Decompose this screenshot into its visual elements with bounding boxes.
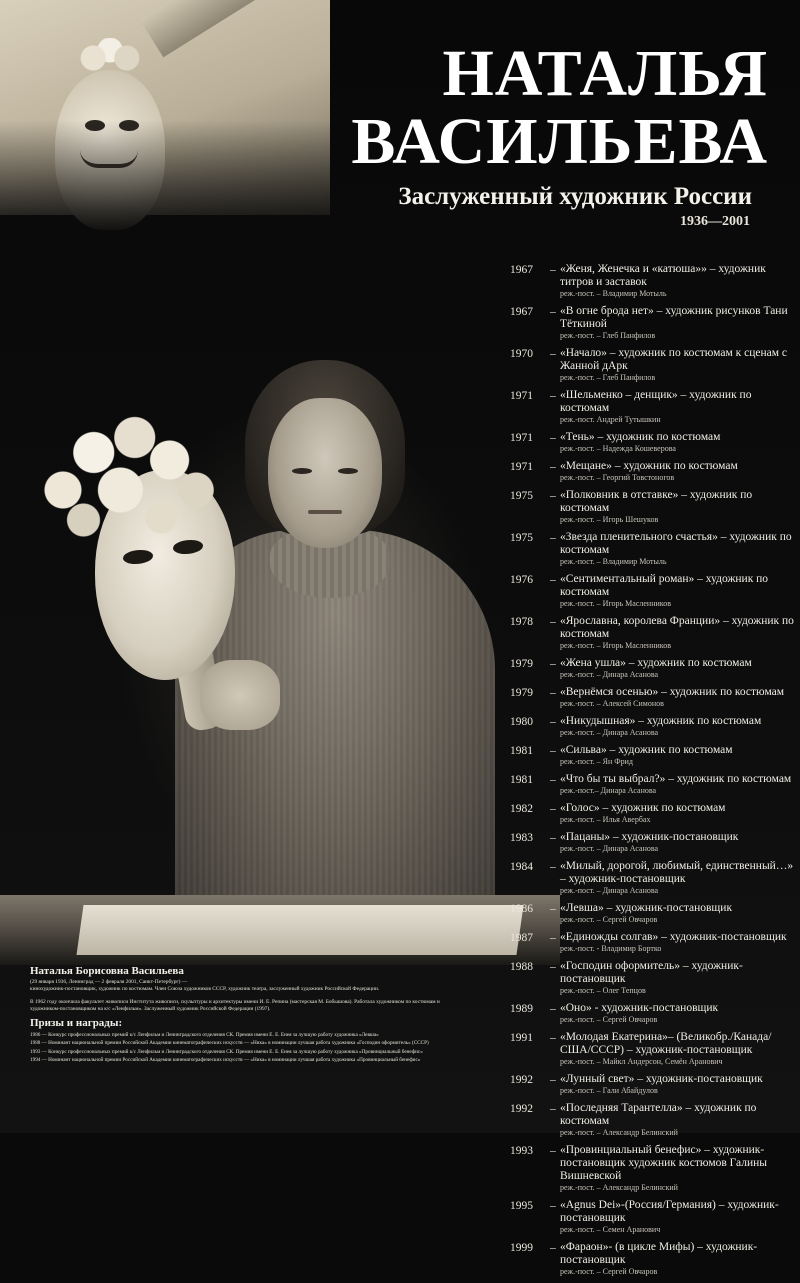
film-credit: реж.-пост. – Алексей Симонов <box>560 699 664 708</box>
film-entry <box>510 831 795 854</box>
film-dash: – <box>550 1200 556 1212</box>
film-dash: – <box>550 264 556 276</box>
film-entry <box>510 431 795 454</box>
film-year: 1981 <box>510 774 533 786</box>
film-description: «Никудышная» – художник по костюмам <box>560 715 762 727</box>
film-dash: – <box>550 903 556 915</box>
award-item: 1993 — Конкурс профессиональных премий к/с Ленфильм и Ленинградского отделения СК. Премия имени Е. Е. Енея за лучшую работу художника «Провинциальный бенефис» <box>30 1048 423 1055</box>
shelf-shadow <box>0 120 330 230</box>
award-item: 1988 — Номинант национальной премии Российской Академии кинематографических искусств — «Ника» в номинации лучшая работа художника «Господин оформитель» (СССР) <box>30 1040 429 1047</box>
film-year: 1971 <box>510 432 533 444</box>
film-entry <box>510 489 795 525</box>
film-entry <box>510 931 795 954</box>
film-description: «Звезда пленительного счастья» – художник по костюмам <box>560 531 792 556</box>
film-entry <box>510 960 795 996</box>
film-description: «В огне брода нет» – художник рисунков Тани Тёткиной <box>560 305 788 330</box>
film-entry <box>510 531 795 567</box>
award-item: 1994 — Номинант национальной премии Российской Академии кинематографических искусств — «Ника» в номинации лучшая работа художника «Провинциальный бенефис» <box>30 1057 421 1064</box>
film-year: 1980 <box>510 716 533 728</box>
film-entry <box>510 860 795 896</box>
film-year: 1999 <box>510 1242 533 1254</box>
film-body <box>560 431 795 454</box>
film-entry <box>510 1199 795 1235</box>
film-year: 1995 <box>510 1200 533 1212</box>
film-dash: – <box>550 803 556 815</box>
film-body <box>560 860 795 896</box>
film-body <box>560 831 795 854</box>
film-entry <box>510 1073 795 1096</box>
film-year: 1970 <box>510 348 533 360</box>
film-year: 1967 <box>510 306 533 318</box>
film-dash: – <box>550 1032 556 1044</box>
film-body <box>560 715 795 738</box>
film-dash: – <box>550 716 556 728</box>
film-description: «Молодая Екатерина»– (Великобр./Канада/США/СССР) – художник-постановщик <box>560 1031 772 1056</box>
film-credit: реж.-пост. – Семен Аранович <box>560 1225 661 1234</box>
film-body <box>560 1199 795 1235</box>
film-year: 1991 <box>510 1032 533 1044</box>
film-dash: – <box>550 490 556 502</box>
film-year: 1984 <box>510 861 533 873</box>
film-year: 1987 <box>510 932 533 944</box>
subtitle: Заслуженный художник России <box>398 183 752 210</box>
film-dash: – <box>550 461 556 473</box>
life-years: 1936—2001 <box>680 214 750 229</box>
film-body <box>560 1002 795 1025</box>
film-description: «Левша» – художник-постановщик <box>560 902 733 914</box>
film-credit: реж.-пост. – Сергей Овчаров <box>560 1267 658 1276</box>
woman-face <box>268 398 382 548</box>
film-credit: реж.-пост. – Динара Асанова <box>560 670 659 679</box>
film-credit: реж.-пост. – Владимир Мотыль <box>560 557 667 566</box>
film-entry <box>510 573 795 609</box>
film-body <box>560 686 795 709</box>
film-description: «Вернёмся осенью» – художник по костюмам <box>560 686 785 698</box>
film-description: «Пацаны» – художник-постановщик <box>560 831 739 843</box>
film-dash: – <box>550 832 556 844</box>
film-body <box>560 773 795 796</box>
film-entry <box>510 657 795 680</box>
film-credit: реж.-пост. – Гали Абайдулов <box>560 1086 658 1095</box>
title-first-name: НАТАЛЬЯ <box>442 37 768 110</box>
film-year: 1967 <box>510 264 533 276</box>
film-body <box>560 802 795 825</box>
film-credit: реж.-пост. – Сергей Овчаров <box>560 915 658 924</box>
film-body <box>560 263 795 299</box>
film-year: 1982 <box>510 803 533 815</box>
film-year: 1971 <box>510 461 533 473</box>
film-year: 1981 <box>510 745 533 757</box>
film-entry <box>510 1102 795 1138</box>
film-description: «Единожды солгав» – художник-постановщик <box>560 931 787 943</box>
film-credit: реж.-пост. – Владимир Мотыль <box>560 289 667 298</box>
film-dash: – <box>550 861 556 873</box>
film-credit: реж.-пост. – Игорь Масленников <box>560 641 672 650</box>
film-entry <box>510 773 795 796</box>
film-entry <box>510 389 795 425</box>
film-body <box>560 531 795 567</box>
film-description: «Ярославна, королева Франции» – художник по костюмам <box>560 615 794 640</box>
film-credit: реж.-пост. - Владимир Бортко <box>560 944 662 953</box>
film-entry <box>510 1241 795 1277</box>
film-body <box>560 489 795 525</box>
film-body <box>560 1073 795 1096</box>
film-description: «Последняя Тарантелла» – художник по костюмам <box>560 1102 757 1127</box>
film-body <box>560 1144 795 1193</box>
bio-text: В 1962 году окончила факультет живописи Института живописи, скульптуры и архитектуры имени И. Е. Репина (мастерская М. Бобышова). Работала художником по костюмам и <box>30 999 440 1005</box>
film-description: «Что бы ты выбрал?» – художник по костюмам <box>560 773 792 785</box>
film-year: 1983 <box>510 832 533 844</box>
film-credit: реж.-пост. – Александр Белинский <box>560 1183 678 1192</box>
bio-name: Наталья Борисовна Васильева <box>30 965 184 977</box>
film-credit: реж.-пост. – Олег Тепцов <box>560 986 646 995</box>
film-dash: – <box>550 532 556 544</box>
film-credit: реж.-пост. – Георгий Товстоногов <box>560 473 675 482</box>
film-body <box>560 573 795 609</box>
film-entry <box>510 263 795 299</box>
film-description: «Женя, Женечка и «катюша»» – художник титров и заставок <box>560 263 766 288</box>
film-description: «Шельменко – денщик» – художник по костюмам <box>560 389 752 414</box>
film-credit: реж.-пост. – Динара Асанова <box>560 844 659 853</box>
title-last-name: ВАСИЛЬЕВА <box>351 105 768 178</box>
film-entry <box>510 686 795 709</box>
film-credit: реж.-пост. – Александр Белинский <box>560 1128 678 1137</box>
biography <box>30 965 500 1065</box>
film-entry <box>510 744 795 767</box>
film-credit: реж.-пост. – Динара Асанова <box>560 728 659 737</box>
film-credit: реж.-пост. – Динара Асанова <box>560 886 659 895</box>
film-year: 1993 <box>510 1145 533 1157</box>
film-entry <box>510 615 795 651</box>
mask-eye <box>123 550 153 564</box>
film-dash: – <box>550 745 556 757</box>
film-year: 1976 <box>510 574 533 586</box>
film-body <box>560 744 795 767</box>
film-entry <box>510 902 795 925</box>
film-year: 1986 <box>510 903 533 915</box>
film-body <box>560 1031 795 1067</box>
film-dash: – <box>550 932 556 944</box>
film-dash: – <box>550 687 556 699</box>
film-entry <box>510 802 795 825</box>
bio-text: кинохудожник-постановщик, художник по костюмам. Член Союза художников СССР, художник театра, заслуженный художник Российской Федерации. <box>30 986 380 992</box>
film-description: «Agnus Dei»-(Россия/Германия) – художник-постановщик <box>560 1199 779 1224</box>
awards-heading: Призы и награды: <box>30 1017 123 1029</box>
film-credit: реж.-пост. – Майкл Андерсон, Семён Аранович <box>560 1057 723 1066</box>
film-dash: – <box>550 658 556 670</box>
film-dash: – <box>550 390 556 402</box>
film-body <box>560 460 795 483</box>
award-item: 1986 — Конкурс профессиональных премий к/с Ленфильм и Ленинградского отделения СК. Премия имени Е. Е. Енея за лучшую работу художника «Левша» <box>30 1032 379 1038</box>
film-entry <box>510 1144 795 1193</box>
film-year: 1988 <box>510 961 533 973</box>
film-dash: – <box>550 432 556 444</box>
film-description: «Тень» – художник по костюмам <box>560 431 721 443</box>
flower-headdress <box>22 400 227 550</box>
film-description: «Господин оформитель» – художник-постановщик <box>560 960 743 985</box>
film-description: «Сентиментальный роман» – художник по костюмам <box>560 573 769 598</box>
film-description: «Оно» - художник-постановщик <box>560 1002 719 1014</box>
film-description: «Мещане» – художник по костюмам <box>560 460 738 472</box>
film-dash: – <box>550 1242 556 1254</box>
film-dash: – <box>550 774 556 786</box>
film-credit: реж.-пост. Андрей Тутышкин <box>560 415 661 424</box>
film-entry <box>510 305 795 341</box>
film-credit: реж.-пост. – Игорь Шешуков <box>560 515 659 524</box>
film-year: 1971 <box>510 390 533 402</box>
film-dash: – <box>550 306 556 318</box>
bio-text: (29 января 1936, Ленинград — 2 февраля 2001, Санкт-Петербург) — <box>30 979 188 985</box>
film-entry <box>510 1031 795 1067</box>
film-dash: – <box>550 1074 556 1086</box>
film-body <box>560 347 795 383</box>
film-dash: – <box>550 348 556 360</box>
film-year: 1978 <box>510 616 533 628</box>
film-description: «Провинциальный бенефис» – художник-постановщик художник костюмов Галины Вишневской <box>560 1144 768 1182</box>
film-year: 1989 <box>510 1003 533 1015</box>
woman-eye <box>338 468 358 474</box>
film-dash: – <box>550 574 556 586</box>
filmography-list <box>510 263 795 1283</box>
film-credit: реж.-пост. – Надежда Кошеверова <box>560 444 676 453</box>
film-description: «Полковник в отставке» – художник по костюмам <box>560 489 753 514</box>
bio-text: художником-постановщиком на к/с «Ленфильм». Заслуженный художник Российской Федерации (1997). <box>30 1006 271 1012</box>
film-body <box>560 1102 795 1138</box>
film-year: 1979 <box>510 687 533 699</box>
film-description: «Жена ушла» – художник по костюмам <box>560 657 752 669</box>
film-credit: реж.-пост. – Глеб Панфилов <box>560 331 656 340</box>
film-description: «Фараон»- (в цикле Мифы) – художник-постановщик <box>560 1241 758 1266</box>
film-credit: реж.-пост. – Ян Фрид <box>560 757 633 766</box>
film-dash: – <box>550 1103 556 1115</box>
film-description: «Лунный свет» – художник-постановщик <box>560 1073 763 1085</box>
film-dash: – <box>550 616 556 628</box>
film-year: 1975 <box>510 532 533 544</box>
film-body <box>560 902 795 925</box>
film-description: «Начало» – художник по костюмам к сценам с Жанной дАрк <box>560 347 787 372</box>
film-body <box>560 657 795 680</box>
film-credit: реж.-пост. – Игорь Масленников <box>560 599 672 608</box>
film-body <box>560 389 795 425</box>
film-description: «Голос» – художник по костюмам <box>560 802 726 814</box>
film-dash: – <box>550 961 556 973</box>
hand <box>200 660 280 730</box>
film-entry <box>510 347 795 383</box>
film-year: 1992 <box>510 1103 533 1115</box>
film-body <box>560 960 795 996</box>
film-year: 1992 <box>510 1074 533 1086</box>
film-entry <box>510 1002 795 1025</box>
paper-sheet <box>76 905 523 955</box>
film-entry <box>510 715 795 738</box>
film-credit: реж.-пост.– Динара Асанова <box>560 786 657 795</box>
film-year: 1979 <box>510 658 533 670</box>
film-credit: реж.-пост. – Глеб Панфилов <box>560 373 656 382</box>
film-body <box>560 305 795 341</box>
woman-eye <box>292 468 312 474</box>
poster-title <box>300 37 768 178</box>
film-credit: реж.-пост. – Сергей Овчаров <box>560 1015 658 1024</box>
film-dash: – <box>550 1145 556 1157</box>
film-body <box>560 1241 795 1277</box>
woman-mouth <box>308 510 342 514</box>
film-description: «Милый, дорогой, любимый, единственный…» – художник-постановщик <box>560 860 794 885</box>
film-year: 1975 <box>510 490 533 502</box>
film-body <box>560 615 795 651</box>
film-entry <box>510 460 795 483</box>
film-description: «Сильва» – художник по костюмам <box>560 744 733 756</box>
film-dash: – <box>550 1003 556 1015</box>
film-credit: реж.-пост. – Илья Авербах <box>560 815 651 824</box>
film-body <box>560 931 795 954</box>
